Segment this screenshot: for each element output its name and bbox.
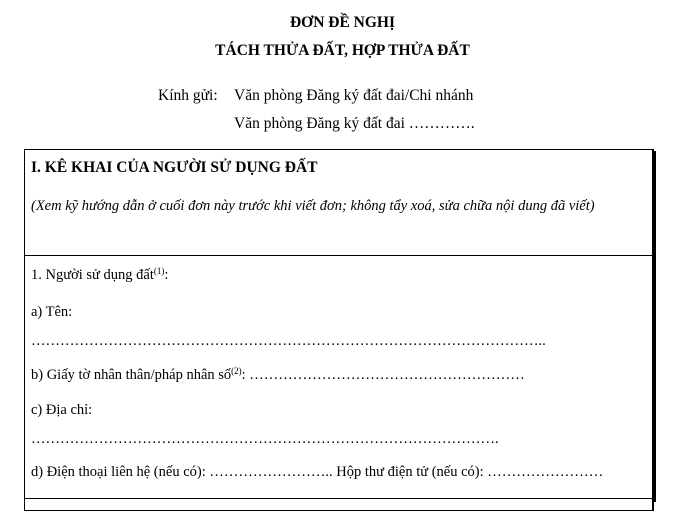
name-field-dots[interactable]: …………………………………………………………………………………………….. <box>31 333 546 349</box>
recipient-label: Kính gửi: <box>158 87 218 104</box>
name-field-label: a) Tên: <box>31 304 73 320</box>
recipient-line2: Văn phòng Đăng ký đất đai …………. <box>234 115 475 132</box>
recipient-line1: Văn phòng Đăng ký đất đai/Chi nhánh <box>234 87 474 104</box>
form-title-line2: TÁCH THỬA ĐẤT, HỢP THỬA ĐẤT <box>215 42 470 59</box>
form-title-line1: ĐƠN ĐỀ NGHỊ <box>289 14 396 31</box>
user-label-colon: : <box>164 267 169 283</box>
id-field[interactable] <box>31 367 525 384</box>
id-field-dots[interactable]: : ………………………………………………… <box>241 367 525 383</box>
section-note: (Xem kỹ hướng dẫn ở cuối đơn này trước khi viết đơn; không tẩy xoá, sửa chữa nội dung đã viết) <box>31 198 595 214</box>
declaration-box <box>24 149 654 511</box>
section-heading: I. KÊ KHAI CỦA NGƯỜI SỬ DỤNG ĐẤT <box>31 159 318 176</box>
section-divider <box>25 255 652 256</box>
address-field-dots[interactable]: ……………………………………………………………………………………. <box>31 431 499 447</box>
address-field-label: c) Địa chỉ: <box>31 402 93 418</box>
bottom-divider <box>25 498 652 499</box>
contact-field-line[interactable]: d) Điện thoại liên hệ (nếu có): …………………….. Hộp thư điện tử (nếu có): …………………… <box>31 464 604 480</box>
user-footnote-mark: (1) <box>153 266 165 276</box>
user-field-label <box>31 267 168 284</box>
id-label-text: b) Giấy tờ nhân thân/pháp nhân số <box>31 367 232 383</box>
user-label-text: 1. Người sử dụng đất <box>31 267 154 283</box>
id-footnote-mark: (2) <box>231 366 242 376</box>
